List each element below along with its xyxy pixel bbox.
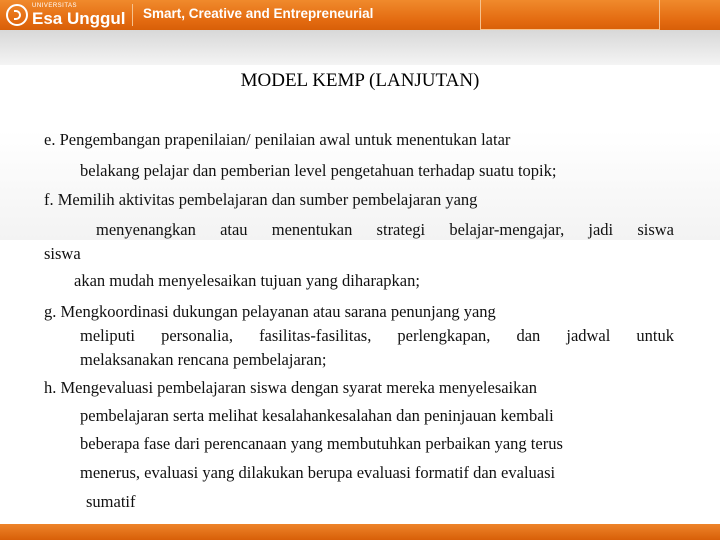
body-line: pembelajaran serta melihat kesalahankesalahan dan peninjauan kembali xyxy=(80,406,554,425)
header-tagline: Smart, Creative and Entrepreneurial xyxy=(143,6,374,21)
body-line: beberapa fase dari perencanaan yang membutuhkan perbaikan yang terus xyxy=(80,434,563,453)
body-line: siswa xyxy=(44,244,81,263)
header-decoration xyxy=(480,0,660,30)
body-line: menerus, evaluasi yang dilakukan berupa evaluasi formatif dan evaluasi xyxy=(80,463,556,482)
body-line: akan mudah menyelesaikan tujuan yang diharapkan; xyxy=(74,271,420,290)
body-line: belakang pelajar dan pemberian level pengetahuan terhadap suatu topik; xyxy=(80,161,557,180)
body-line: melaksanakan rencana pembelajaran; xyxy=(80,350,327,369)
footer-bar xyxy=(0,524,720,540)
logo-emblem-icon xyxy=(6,4,28,26)
body-line-f: f. Memilih aktivitas pembelajaran dan sumber pembelajaran yang xyxy=(44,190,478,209)
body-line: sumatif xyxy=(86,492,136,511)
logo-caption: UNIVERSITAS xyxy=(32,2,78,9)
body-line: meliputi personalia, fasilitas-fasilitas, perlengkapan, dan jadwal untuk xyxy=(80,326,674,345)
body-line-e: e. Pengembangan prapenilaian/ penilaian awal untuk menentukan latar xyxy=(44,130,511,149)
slide-title: MODEL KEMP (LANJUTAN) xyxy=(240,70,480,91)
body-line-h: h. Mengevaluasi pembelajaran siswa dengan syarat mereka menyelesaikan xyxy=(44,378,537,397)
university-logo xyxy=(6,2,126,28)
header-bar xyxy=(0,0,720,30)
background-shade xyxy=(0,30,720,65)
header-divider xyxy=(132,4,133,26)
body-line: menyenangkan atau menentukan strategi belajar-mengajar, jadi siswa xyxy=(96,220,674,239)
logo-name: Esa Unggul xyxy=(32,8,126,28)
body-line-g: g. Mengkoordinasi dukungan pelayanan atau sarana penunjang yang xyxy=(44,302,496,321)
